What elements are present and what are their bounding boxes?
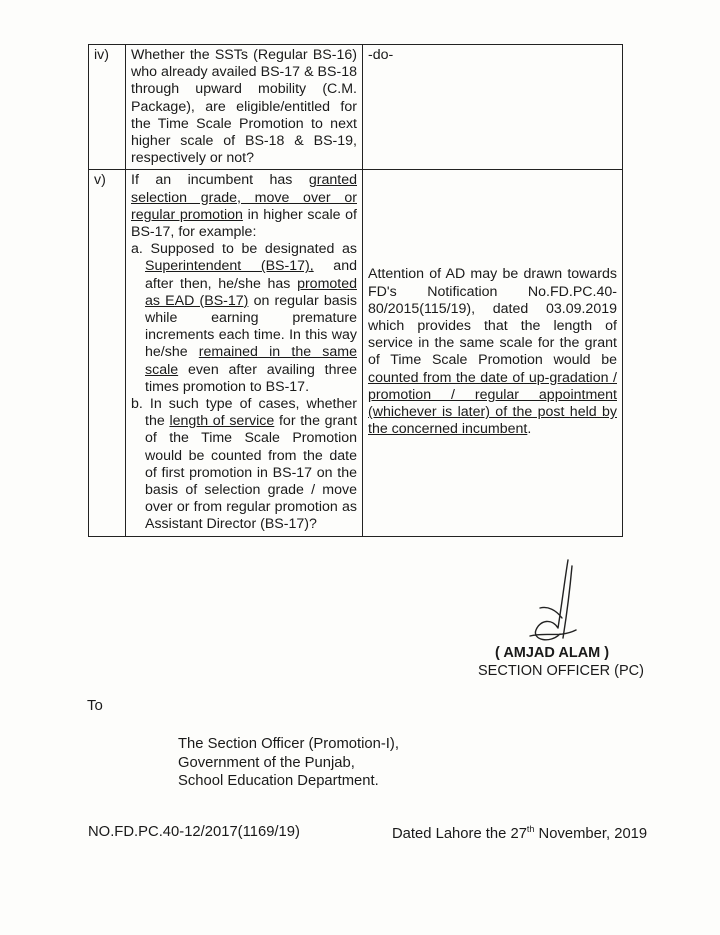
underlined-text: granted selection grade, move over or regular promotion: [131, 172, 357, 223]
row-number: v): [89, 170, 126, 536]
underlined-text: remained in the same scale: [145, 344, 357, 378]
reference-number: NO.FD.PC.40-12/2017(1169/19): [88, 824, 300, 840]
addressee-line: School Education Department.: [178, 773, 379, 789]
text-run: even after availing three times promotion to BS-17.: [145, 361, 357, 395]
underlined-text: counted from the date of up-gradation / promotion / regular appointment (whichever is later) of the post held by the concerned incumbent: [368, 369, 617, 438]
sub-point-label: b.: [131, 396, 143, 413]
sub-point-a: [131, 241, 357, 396]
date-ordinal: th: [526, 824, 535, 834]
query-response-table: [88, 44, 623, 537]
date-suffix: November, 2019: [534, 825, 648, 842]
date-prefix: Dated Lahore the 27: [392, 825, 527, 842]
text-run: Attention of AD may be drawn towards FD's Notification No.FD.PC.40-80/2015(115/19), dated 03.09.2019 which provides that the length of service in the same scale for the grant of Time Scale Promotion would be: [368, 266, 617, 369]
response-text: [363, 170, 623, 536]
table-row: [89, 45, 623, 170]
query-intro: [131, 172, 357, 240]
response-text: -do-: [363, 45, 623, 170]
sub-point-label: a.: [131, 241, 143, 258]
signatory-name: ( AMJAD ALAM ): [495, 645, 610, 661]
text-run: for the grant of the Time Scale Promotion would be counted from the date of first promotion in BS-17 on the basis of selection grade / move over or from regular promotion as Assistant Director (BS-17)?: [145, 413, 358, 533]
text-run: and after then, he/she has: [145, 258, 357, 292]
query-text: Whether the SSTs (Regular BS-16) who already availed BS-17 & BS-18 through upward mobility (C.M. Package), are eligible/entitled for the Time Scale Promotion to next higher scale of BS-18 & BS-19, respectively or not?: [126, 45, 363, 170]
text-run: If an incumbent has: [131, 172, 309, 189]
addressee-line: The Section Officer (Promotion-I),: [178, 736, 399, 752]
addressee-block: [178, 735, 399, 791]
query-text: [126, 170, 363, 536]
to-label: To: [87, 697, 103, 714]
date-line: [392, 824, 647, 842]
text-run: on regular basis while earning premature increments each time. In this way he/she: [145, 292, 358, 361]
signatory-title: SECTION OFFICER (PC): [478, 663, 644, 679]
underlined-text: Superintendent (BS-17),: [145, 258, 314, 275]
text-run: Supposed to be designated as: [142, 241, 357, 258]
text-run: In such type of cases, whether the: [142, 396, 357, 430]
text-run: .: [527, 421, 532, 438]
underlined-text: promoted as EAD (BS-17): [145, 275, 357, 309]
cell-spacer: [368, 172, 617, 266]
underlined-text: length of service: [169, 413, 275, 430]
handwritten-signature: [510, 558, 600, 653]
table-row: [89, 170, 623, 536]
addressee-line: Government of the Punjab,: [178, 754, 355, 771]
row-number: iv): [89, 45, 126, 170]
text-run: in higher scale of BS-17, for example:: [131, 206, 357, 241]
sub-point-b: [131, 396, 357, 534]
